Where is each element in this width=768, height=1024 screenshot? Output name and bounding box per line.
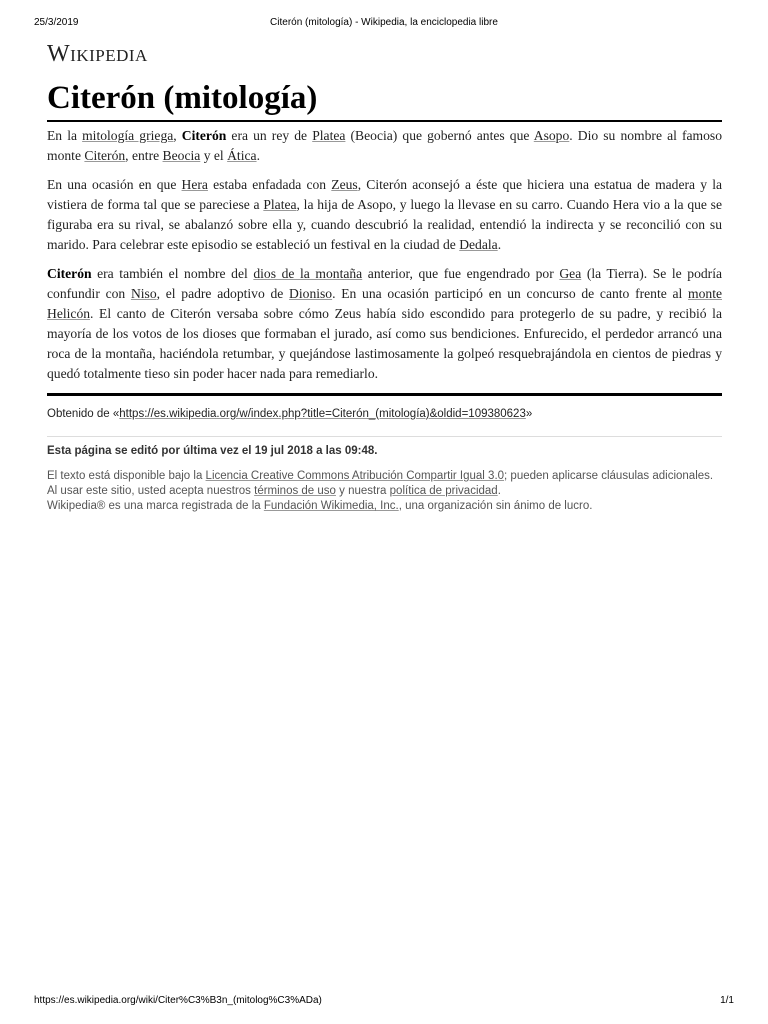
- text: .: [256, 148, 260, 163]
- link-platea[interactable]: Platea: [312, 128, 346, 143]
- link-zeus[interactable]: Zeus: [331, 177, 358, 192]
- print-page-number: 1/1: [720, 995, 734, 1006]
- text: , la hija de Asopo, y luego la llevase en su carro. Cuando Hera vio a la que se figuraba era su rival, se abalanzó sobre ella y, cuando descubrió la realidad, entendió la indirecta y se reconcilió con su marido. Para celebrar este episodio se estableció un festival en la ciudad de: [47, 197, 723, 252]
- link-dios-de-la-montana[interactable]: dios de la montaña: [253, 266, 363, 281]
- link-mitologia-griega[interactable]: mitología griega: [82, 128, 174, 143]
- retrieved-link[interactable]: https://es.wikipedia.org/w/index.php?title=Citerón_(mitología)&oldid=109380623: [119, 408, 526, 420]
- text: ,: [173, 128, 182, 143]
- link-citeron[interactable]: Citerón: [84, 148, 126, 163]
- link-dioniso[interactable]: Dioniso: [289, 286, 333, 301]
- link-atica[interactable]: Ática: [227, 148, 257, 163]
- article-body: [47, 126, 722, 384]
- link-platea[interactable]: Platea: [263, 197, 297, 212]
- retrieved-from: [47, 406, 722, 422]
- link-license-cc[interactable]: Licencia Creative Commons Atribución Compartir Igual 3.0: [205, 470, 505, 482]
- bold-term: Citerón: [47, 266, 92, 281]
- text: .: [497, 485, 501, 497]
- page-content: [47, 40, 722, 514]
- text: era un rey de: [226, 128, 313, 143]
- link-gea[interactable]: Gea: [559, 266, 582, 281]
- content-divider: [47, 393, 722, 396]
- text: (Beocia) que gobernó antes que: [345, 128, 534, 143]
- footer-divider: [47, 436, 722, 437]
- retrieved-prefix: Obtenido de «: [47, 408, 120, 420]
- link-wikimedia-foundation[interactable]: Fundación Wikimedia, Inc.: [263, 500, 399, 512]
- text: . En una ocasión participó en un concurso de canto frente al: [332, 286, 689, 301]
- print-footer: [34, 995, 734, 1009]
- text: , una organización sin ánimo de lucro.: [398, 500, 593, 512]
- link-hera[interactable]: Hera: [181, 177, 208, 192]
- text: En una ocasión en que: [47, 177, 182, 192]
- link-dedala[interactable]: Dedala: [459, 237, 498, 252]
- text: y nuestra: [335, 485, 390, 497]
- print-date: 25/3/2019: [34, 17, 79, 28]
- page-title: Citerón (mitología): [47, 78, 722, 122]
- retrieved-suffix: »: [525, 408, 533, 420]
- text: anterior, que fue engendrado por: [362, 266, 560, 281]
- link-privacy-policy[interactable]: política de privacidad: [389, 485, 498, 497]
- text: estaba enfadada con: [207, 177, 332, 192]
- wikipedia-logo[interactable]: Wikipedia: [47, 41, 148, 67]
- print-url: https://es.wikipedia.org/wiki/Citer%C3%B3n_(mitolog%C3%ADa): [34, 995, 322, 1006]
- page-footer: [47, 443, 722, 514]
- text: En la: [47, 128, 83, 143]
- text: , el padre adoptivo de: [156, 286, 290, 301]
- text: era también el nombre del: [91, 266, 254, 281]
- text: . El canto de Citerón versaba sobre cómo Zeus había sido escondido para protegerlo de su padre, y recibió la mayoría de los votos de los dioses que formaban el jurado, así como sus bendiciones. Enfurecido, el perdedor arrancó una roca de la montaña, haciéndola retumbar, y quejándose lastimosamente la golpeó resquebrajándola en cientos de piedras y quedó totalmente tieso sin poder hacer nada para remediarlo.: [47, 306, 722, 381]
- link-monte-helicon[interactable]: monte Helicón: [47, 286, 723, 321]
- text: (la Tierra). Se le podría confundir con: [47, 266, 723, 301]
- text: ; pueden aplicarse cláusulas adicionales. Al usar este sitio, usted acepta nuestros: [47, 470, 714, 497]
- article-paragraph-3: [47, 264, 722, 384]
- print-header: [34, 17, 734, 31]
- text: Wikipedia® es una marca registrada de la: [47, 500, 264, 512]
- article-paragraph-2: [47, 175, 722, 255]
- link-beocia[interactable]: Beocia: [162, 148, 201, 163]
- link-asopo[interactable]: Asopo: [533, 128, 570, 143]
- text: , Citerón aconsejó a éste que hiciera una estatua de madera y la vistiera de forma tal que se pareciese a: [47, 177, 723, 212]
- license-text: [47, 469, 722, 514]
- text: .: [497, 237, 502, 252]
- last-modified: Esta página se editó por última vez el 19 jul 2018 a las 09:48.: [47, 445, 378, 457]
- link-terms-of-use[interactable]: términos de uso: [254, 485, 336, 497]
- text: , entre: [125, 148, 163, 163]
- text: y el: [200, 148, 228, 163]
- bold-term: Citerón: [181, 128, 227, 143]
- article-paragraph-1: [47, 126, 722, 166]
- text: El texto está disponible bajo la: [47, 470, 206, 482]
- print-page-title: Citerón (mitología) - Wikipedia, la enciclopedia libre: [270, 17, 498, 28]
- text: . Dio su nombre al famoso monte: [47, 128, 722, 163]
- link-niso[interactable]: Niso: [130, 286, 157, 301]
